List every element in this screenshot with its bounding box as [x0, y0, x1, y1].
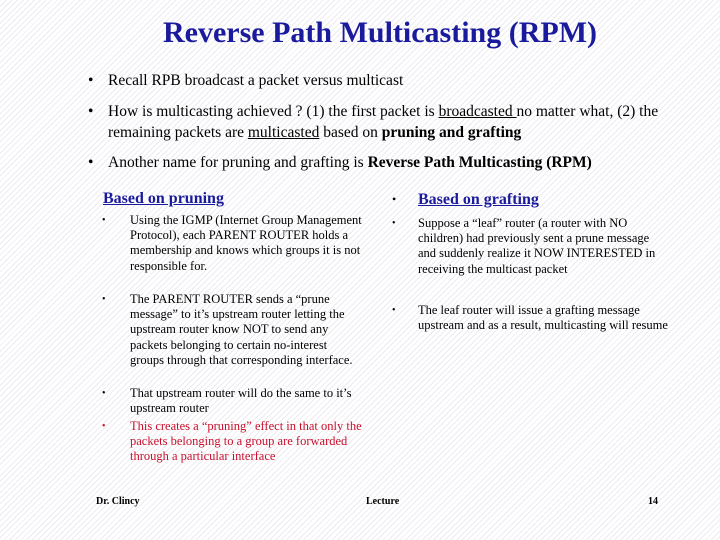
bullet-dot: • [88, 103, 94, 120]
right-item-1 [392, 216, 668, 277]
left-item-text: That upstream router will do the same to it’s upstream router [130, 386, 352, 416]
bullet-text-part: based on [319, 124, 382, 141]
bullet-multicast-achieved [88, 101, 708, 143]
bullet-text-part: How is multicasting achieved ? (1) the first packet is [108, 103, 439, 120]
right-item-text: The leaf router will issue a grafting message upstream and as a result, multicasting will resume [418, 303, 668, 333]
right-item-2 [392, 303, 668, 333]
sub-bullet-dot: • [102, 215, 106, 226]
underlined-multicasted: multicasted [247, 124, 320, 141]
footer-author: Dr. Clincy [96, 496, 140, 507]
bullet-recall-rpb [88, 70, 708, 91]
bullet-another-name [88, 152, 708, 173]
sub-bullet-dot: • [102, 421, 106, 432]
left-item-text: This creates a “pruning” effect in that only the packets belonging to a group are forwarded through a particular interface [130, 419, 362, 464]
sub-bullet-dot: • [392, 305, 396, 316]
left-column-heading: Based on pruning [103, 190, 224, 207]
right-item-text: Suppose a “leaf” router (a router with NO children) had previously sent a prune message and suddenly realize it NOW INTERESTED in receiving the multicast packet [418, 216, 656, 276]
underlined-broadcasted: broadcasted [438, 103, 517, 120]
left-item-text: The PARENT ROUTER sends a “prune message” to it’s upstream router letting the upstream router know NOT to send any packets belonging to certain no-interest groups through that corresponding interface. [130, 292, 353, 367]
footer-label: Lecture [366, 496, 400, 507]
bullet-dot: • [88, 154, 94, 171]
bullet-text: Recall RPB broadcast a packet versus multicast [108, 72, 404, 89]
left-item-2 [102, 292, 362, 368]
slide-title: Reverse Path Multicasting (RPM) [162, 16, 598, 49]
bold-pruning-grafting: pruning and grafting [381, 124, 522, 141]
left-item-1 [102, 213, 362, 274]
page-number: 14 [648, 496, 658, 507]
bold-rpm: Reverse Path Multicasting (RPM) [367, 154, 592, 171]
bullet-dot: • [392, 192, 397, 206]
left-item-3 [102, 386, 362, 416]
bullet-text-part: Another name for pruning and grafting is [108, 154, 368, 171]
sub-bullet-dot: • [392, 218, 396, 229]
sub-bullet-dot: • [102, 388, 106, 399]
sub-bullet-dot: • [102, 294, 106, 305]
right-column-heading: Based on grafting [418, 191, 539, 208]
bullet-text-part: no matter what, (2) the remaining packets are [108, 103, 659, 141]
left-item-4 [102, 419, 362, 465]
left-item-text: Using the IGMP (Internet Group Management Protocol), each PARENT ROUTER holds a membership and knows which groups it is not responsible for. [130, 213, 362, 273]
bullet-dot: • [88, 72, 94, 89]
